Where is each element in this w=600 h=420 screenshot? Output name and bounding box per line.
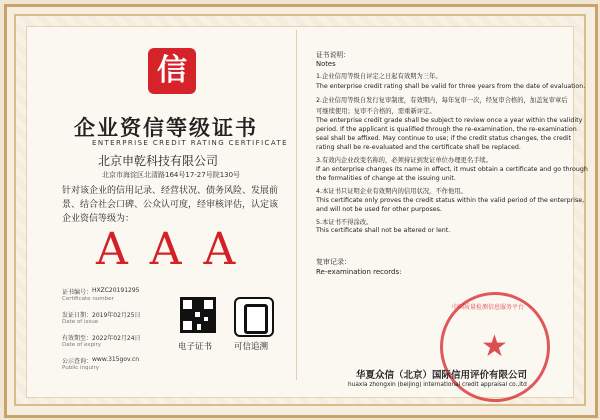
note-line: 2.企业信用等级自发行复审制度，有效期内，每年复审一次，经复审合格的，加盖复审章后 bbox=[316, 97, 568, 104]
public-query-site[interactable]: www.315gov.cn bbox=[92, 356, 140, 363]
certificate-no-value: HXZC20191295 bbox=[92, 287, 140, 294]
official-seal-icon: ★ bbox=[440, 292, 550, 402]
public-query-en: Public inquiry bbox=[62, 365, 100, 371]
expiry-date-value: 2022年02月24日 bbox=[92, 335, 141, 342]
note-line: This certificate only proves the credit status within the valid period of the enterprise, bbox=[316, 197, 585, 204]
note-line: The enterprise credit grade shall be subject to review once a year within the validity bbox=[316, 117, 583, 124]
note-line: period. If the applicant is qualified through the re-examination, the re-examination bbox=[316, 126, 577, 133]
certificate-title: 企业资信等级证书 bbox=[74, 115, 258, 140]
notes-header-en: Notes bbox=[316, 60, 336, 68]
trace-verify-icon[interactable] bbox=[234, 297, 274, 337]
issue-date-value: 2019年02月25日 bbox=[92, 312, 141, 319]
credit-logo-icon bbox=[148, 48, 196, 94]
company-name: 北京申乾科技有限公司 bbox=[98, 154, 219, 168]
note-line: 5.本证书不得涂改。 bbox=[316, 219, 373, 226]
note-line: 可继续使用；复审不合格的，需重新评定。 bbox=[316, 108, 436, 115]
credit-grade: AAA bbox=[96, 224, 258, 275]
verify-caption: 可信追溯 bbox=[234, 342, 269, 352]
expiry-date-en: Date of expiry bbox=[62, 342, 102, 348]
note-line: and will not be used for other purposes. bbox=[316, 206, 442, 213]
certificate-subtitle: ENTERPRISE CREDIT RATING CERTIFICATE bbox=[92, 139, 288, 147]
note-line: seal shall be affixed. May continue to use; if the credit status changes, the credit bbox=[316, 135, 572, 142]
certificate-no-en: Certificate number bbox=[62, 296, 114, 302]
note-line: 1.企业信用等级自评定之日起有效期为三年。 bbox=[316, 73, 442, 80]
note-line: The enterprise credit rating shall be valid for three years from the date of evaluation. bbox=[316, 83, 586, 90]
expiry-date-label: 有效期至： bbox=[62, 335, 93, 342]
qr-code-icon[interactable] bbox=[180, 297, 216, 333]
public-query-label: 公示查询： bbox=[62, 358, 93, 365]
qr-caption: 电子证书 bbox=[178, 342, 213, 352]
issue-date-label: 发证日期： bbox=[62, 312, 93, 319]
certificate-no-label: 证书编号： bbox=[62, 289, 93, 296]
logo-glyph: 信 bbox=[157, 53, 187, 88]
note-line: This certificate shall not be altered or lent. bbox=[316, 227, 451, 234]
rating-description: 针对该企业的信用记录、经营状况、债务风险、发展前景、结合社会口碑、公众认可度，经审核评估，认定该企业资信等级为： bbox=[62, 186, 279, 224]
note-line: 3.有效内企业改变名称的，必须持证到发证单位办理更名手续。 bbox=[316, 157, 493, 164]
notes-header: 证书说明： bbox=[316, 51, 350, 59]
reexam-label-en: Re-examination records: bbox=[316, 268, 402, 276]
company-address: 北京市海淀区北清路164号17-27号院130号 bbox=[102, 171, 241, 179]
note-line: rating shall be re-evaluated and the certificate shall be replaced. bbox=[316, 144, 521, 151]
reexam-label: 复审记录： bbox=[316, 258, 351, 266]
note-line: 4.本证书只证明企业有效期内的信用状况，不作他用。 bbox=[316, 188, 467, 195]
note-line: If an enterprise changes its name in effect, it must obtain a certificate and go through bbox=[316, 166, 588, 173]
issue-date-en: Date of issue bbox=[62, 319, 99, 325]
issuer-name: 华夏众信（北京）国际信用评价有限公司 bbox=[356, 370, 528, 381]
seal-text: 中国质量检测信息服务平台 bbox=[452, 304, 525, 311]
center-divider bbox=[296, 30, 297, 380]
issuer-name-en: huaxia zhongxin (beijing) international credit appraisal co.,ltd bbox=[348, 382, 527, 388]
note-line: the formalities of change at the issuing unit. bbox=[316, 175, 456, 182]
